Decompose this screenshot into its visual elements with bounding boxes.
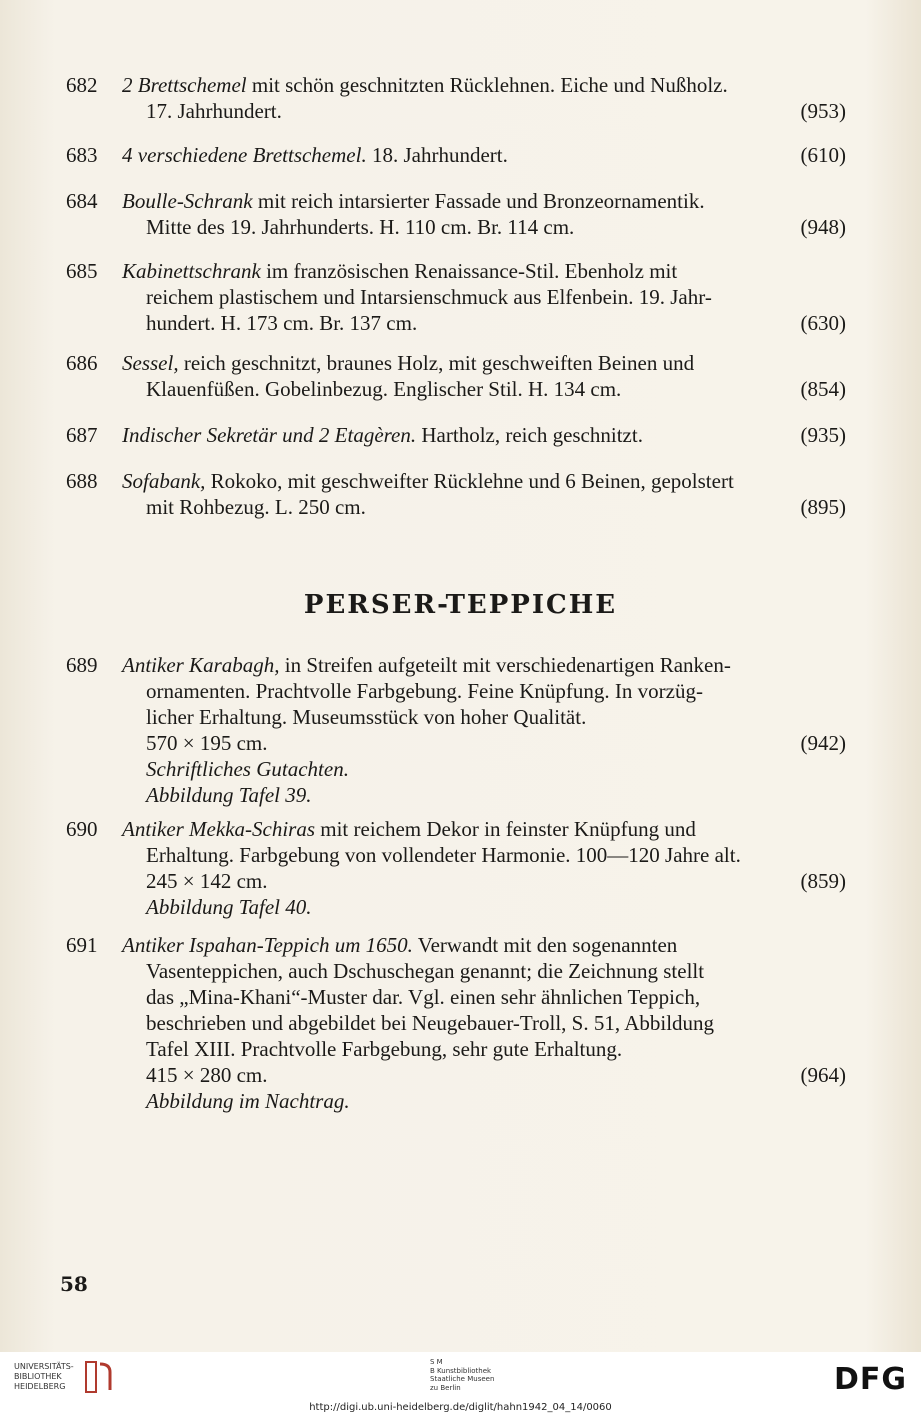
entry-text: hundert. H. 173 cm. Br. 137 cm. — [146, 311, 418, 335]
entry-title: Sofabank, — [122, 469, 206, 493]
entry-price: (630) — [800, 311, 846, 335]
entry-text: mit reich intarsierter Fassade und Bronzeornamentik. — [257, 189, 705, 213]
entry-text: Mitte des 19. Jahrhunderts. H. 110 cm. Br. 114 cm. — [146, 215, 575, 239]
entry-text: 18. Jahrhundert. — [371, 143, 508, 167]
catalog-entry-690 — [66, 816, 846, 920]
entry-text: mit reichem Dekor in feinster Knüpfung und — [320, 817, 696, 841]
dfg-logo: DFG — [833, 1362, 907, 1397]
entry-text: reich geschnitzt, braunes Holz, mit geschweiften Beinen und — [183, 351, 695, 375]
entry-number: 691 — [66, 933, 98, 957]
entry-price: (942) — [800, 731, 846, 755]
entry-dimensions: 415 × 280 cm. — [146, 1063, 268, 1087]
entry-dimensions: 245 × 142 cm. — [146, 869, 268, 893]
entry-text: reichem plastischem und Intarsienschmuck aus Elfenbein. 19. Jahr- — [146, 285, 712, 309]
entry-text: Tafel XIII. Prachtvolle Farbgebung, sehr gute Erhaltung. — [146, 1037, 623, 1061]
entry-text: Hartholz, reich geschnitzt. — [421, 423, 643, 447]
entry-title: Indischer Sekretär und 2 Etagèren. — [122, 423, 417, 447]
entry-note: Abbildung im Nachtrag. — [146, 1089, 350, 1113]
entry-text: das „Mina-Khani“-Muster dar. Vgl. einen sehr ähnlichen Teppich, — [146, 985, 701, 1009]
university-logo-icon — [84, 1360, 114, 1394]
entry-title: 2 Brettschemel — [122, 73, 247, 97]
entry-number: 682 — [66, 73, 98, 97]
university-line: UNIVERSITÄTS- — [14, 1362, 74, 1371]
entry-number: 685 — [66, 259, 98, 283]
entry-title: Antiker Mekka-Schiras — [122, 817, 316, 841]
university-library-label — [14, 1362, 84, 1392]
catalog-entry-686 — [66, 350, 846, 402]
entry-dimensions: 570 × 195 cm. — [146, 731, 268, 755]
entry-price: (610) — [800, 143, 846, 167]
catalog-entry-688 — [66, 468, 846, 520]
entry-text: mit Rohbezug. L. 250 cm. — [146, 495, 366, 519]
entry-text: Rokoko, mit geschweifter Rücklehne und 6 Beinen, gepolstert — [210, 469, 734, 493]
source-url-link[interactable]: http://digi.ub.uni-heidelberg.de/diglit/hahn1942_04_14/0060 — [309, 1402, 612, 1413]
entry-number: 689 — [66, 653, 98, 677]
entry-title: Kabinettschrank — [122, 259, 261, 283]
entry-text: beschrieben und abgebildet bei Neugebauer-Troll, S. 51, Abbildung — [146, 1011, 715, 1035]
entry-title: Antiker Karabagh, — [122, 653, 280, 677]
entry-price: (859) — [800, 869, 846, 893]
entry-text: 17. Jahrhundert. — [146, 99, 282, 123]
entry-note: Schriftliches Gutachten. — [146, 757, 349, 781]
entry-price: (854) — [800, 377, 846, 401]
page-number: 58 — [60, 1272, 88, 1296]
catalog-entry-684 — [66, 188, 846, 240]
entry-note: Abbildung Tafel 40. — [146, 895, 312, 919]
entry-number: 688 — [66, 469, 98, 493]
smb-line: S M — [430, 1358, 443, 1366]
entry-number: 690 — [66, 817, 98, 841]
catalog-entry-682 — [66, 72, 846, 124]
entry-price: (964) — [800, 1063, 846, 1087]
entry-title: 4 verschiedene Brettschemel. — [122, 143, 367, 167]
university-line: HEIDELBERG — [14, 1382, 66, 1391]
entry-number: 687 — [66, 423, 98, 447]
entry-price: (895) — [800, 495, 846, 519]
section-heading: PERSER-TEPPICHE — [303, 590, 618, 620]
smb-line: zu Berlin — [430, 1383, 461, 1392]
entry-text: ornamenten. Prachtvolle Farbgebung. Feine Knüpfung. In vorzüg- — [146, 679, 703, 703]
university-line: BIBLIOTHEK — [14, 1372, 62, 1381]
entry-text: im französischen Renaissance-Stil. Ebenholz mit — [266, 259, 678, 283]
entry-price: (953) — [800, 99, 846, 123]
entry-title: Antiker Ispahan-Teppich um 1650. — [122, 933, 413, 957]
entry-text: in Streifen aufgeteilt mit verschiedenartigen Ranken- — [284, 653, 731, 677]
entry-number: 686 — [66, 351, 98, 375]
entry-number: 684 — [66, 189, 98, 213]
smb-kunstbibliothek-label — [430, 1358, 494, 1392]
entry-title: Sessel, — [122, 351, 179, 375]
catalog-entry-689 — [66, 652, 846, 808]
catalog-entry-687 — [66, 422, 846, 448]
smb-line: Staatliche Museen — [430, 1375, 495, 1383]
catalog-entry-691 — [66, 932, 846, 1114]
entry-text: Verwandt mit den sogenannten — [417, 933, 678, 957]
entry-text: mit schön geschnitzten Rücklehnen. Eiche und Nußholz. — [251, 73, 728, 97]
entry-price: (935) — [800, 423, 846, 447]
entry-price: (948) — [800, 215, 846, 239]
entry-text: Klauenfüßen. Gobelinbezug. Englischer Stil. H. 134 cm. — [146, 377, 622, 401]
entry-number: 683 — [66, 143, 98, 167]
entry-text: Erhaltung. Farbgebung von vollendeter Harmonie. 100—120 Jahre alt. — [146, 843, 741, 867]
footer-bar — [0, 1352, 921, 1416]
entry-text: licher Erhaltung. Museumsstück von hoher Qualität. — [146, 705, 587, 729]
entry-text: Vasenteppichen, auch Dschuschegan genannt; die Zeichnung stellt — [146, 959, 705, 983]
catalog-entry-685 — [66, 258, 846, 336]
entry-title: Boulle-Schrank — [122, 189, 253, 213]
smb-line: B Kunstbibliothek — [430, 1366, 492, 1375]
entry-note: Abbildung Tafel 39. — [146, 783, 312, 807]
catalog-entry-683 — [66, 142, 846, 168]
